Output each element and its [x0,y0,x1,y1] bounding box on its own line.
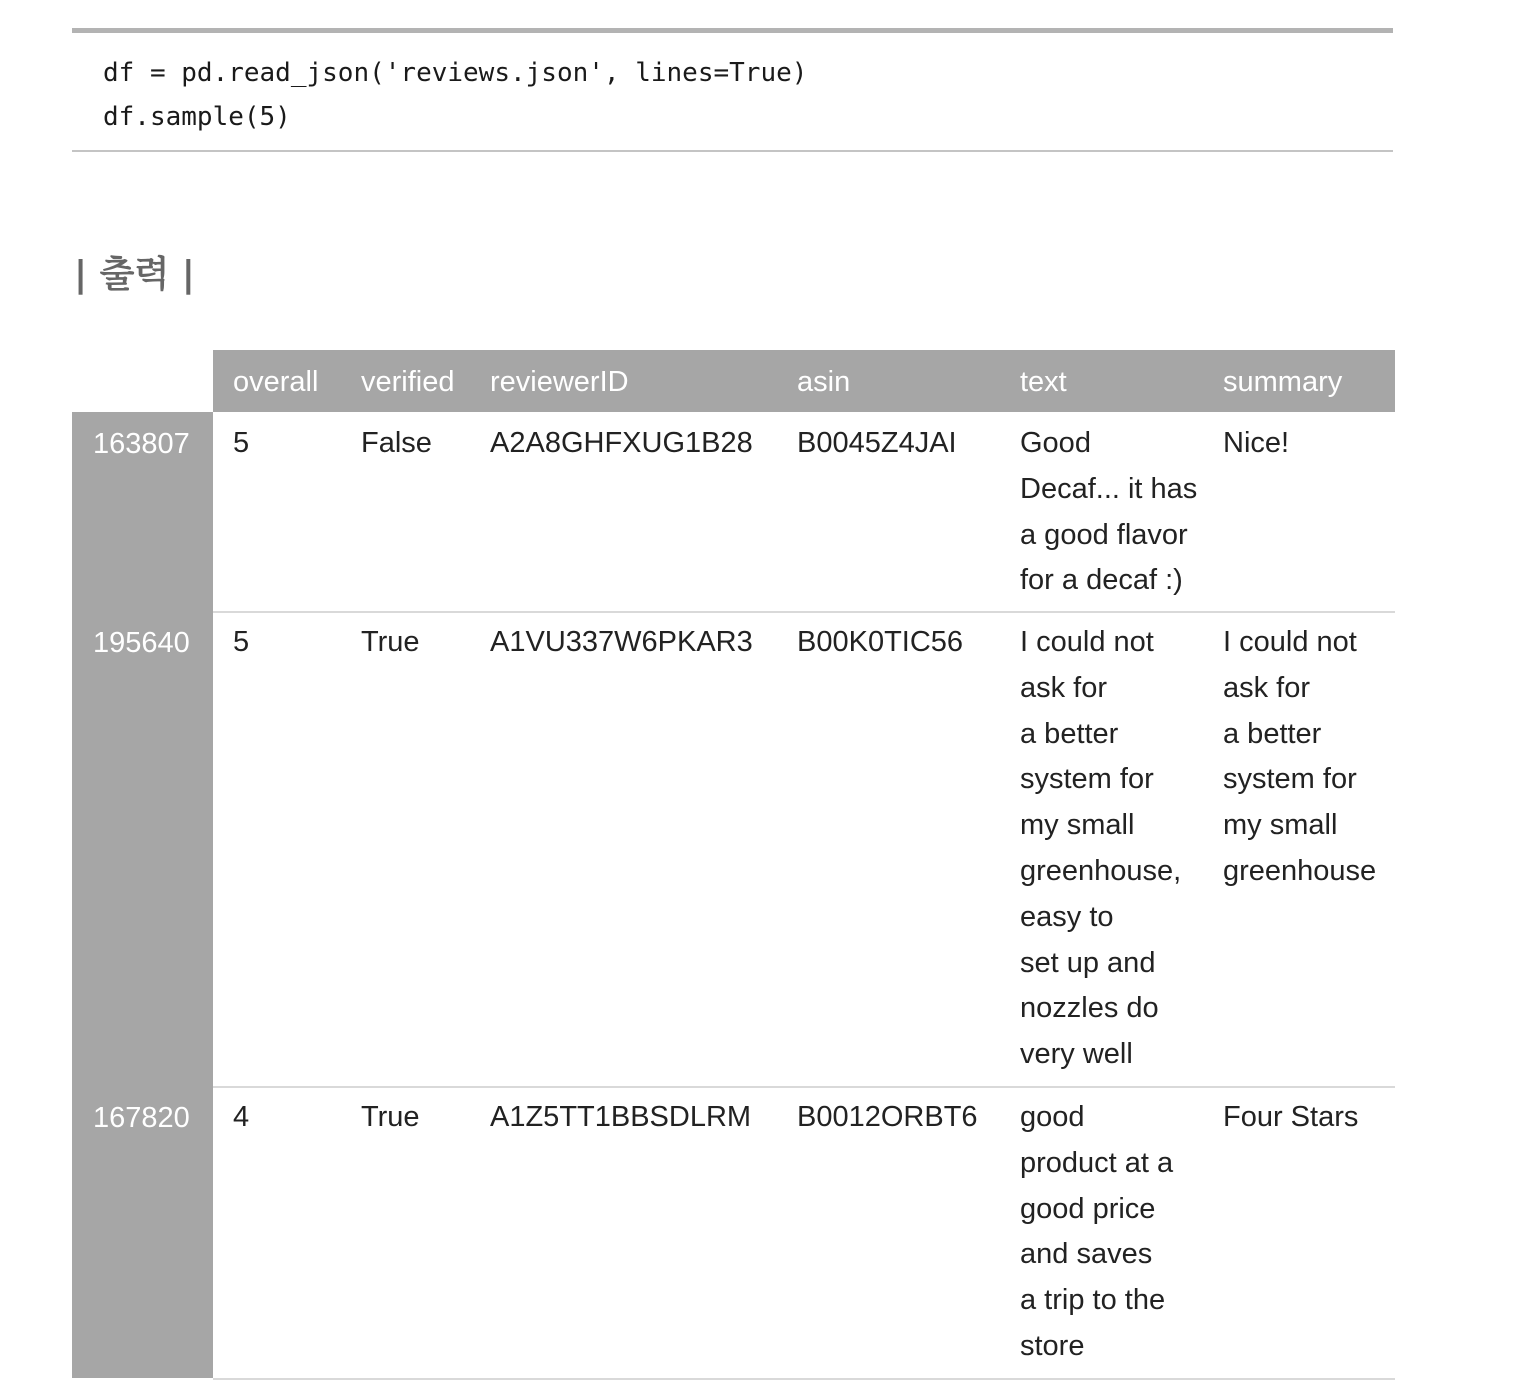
column-header-overall: overall [233,366,319,398]
column-header-reviewerid: reviewerID [490,366,629,398]
cell-summary: Four Stars [1223,1101,1359,1133]
row-index: 163807 [93,428,190,460]
cell-text: good product at a good price and saves a trip to the store [1020,1101,1174,1362]
cell-summary: Nice! [1223,427,1290,459]
cell-reviewerid: A2A8GHFXUG1B28 [490,427,753,459]
cell-summary: I could not ask for a better system for my small greenhouse [1223,626,1377,887]
code-line: df = pd.read_json('reviews.json', lines=True) [103,58,808,88]
cell-reviewerid: A1Z5TT1BBSDLRM [490,1101,752,1133]
table-row [72,412,1395,611]
cell-asin: B0045Z4JAI [797,427,957,459]
row-divider [213,1378,1395,1380]
code-line: df.sample(5) [103,102,291,132]
table-row [72,1088,1395,1378]
cell-asin: B00K0TIC56 [797,626,964,658]
cell-asin: B0012ORBT6 [797,1101,978,1133]
cell-verified: True [361,1101,420,1133]
cell-text: Good Decaf... it has a good flavor for a decaf :) [1020,427,1198,597]
cell-verified: True [361,626,420,658]
cell-overall: 4 [233,1101,250,1133]
cell-overall: 5 [233,427,250,459]
cell-reviewerid: A1VU337W6PKAR3 [490,626,753,658]
column-header-text: text [1020,366,1067,398]
column-header-verified: verified [361,366,455,398]
cell-verified: False [361,427,432,459]
dataframe-table [72,350,1395,1380]
column-header-asin: asin [797,366,851,398]
code-block [72,28,1393,152]
row-index: 195640 [93,627,190,659]
table-row [72,613,1395,1086]
row-index: 167820 [93,1102,190,1134]
cell-overall: 5 [233,626,250,658]
output-heading: | 출력 | [74,254,195,295]
cell-text: I could not ask for a better system for my small greenhouse, easy to set up and nozzles do very well [1020,626,1182,1071]
column-header-summary: summary [1223,366,1343,398]
